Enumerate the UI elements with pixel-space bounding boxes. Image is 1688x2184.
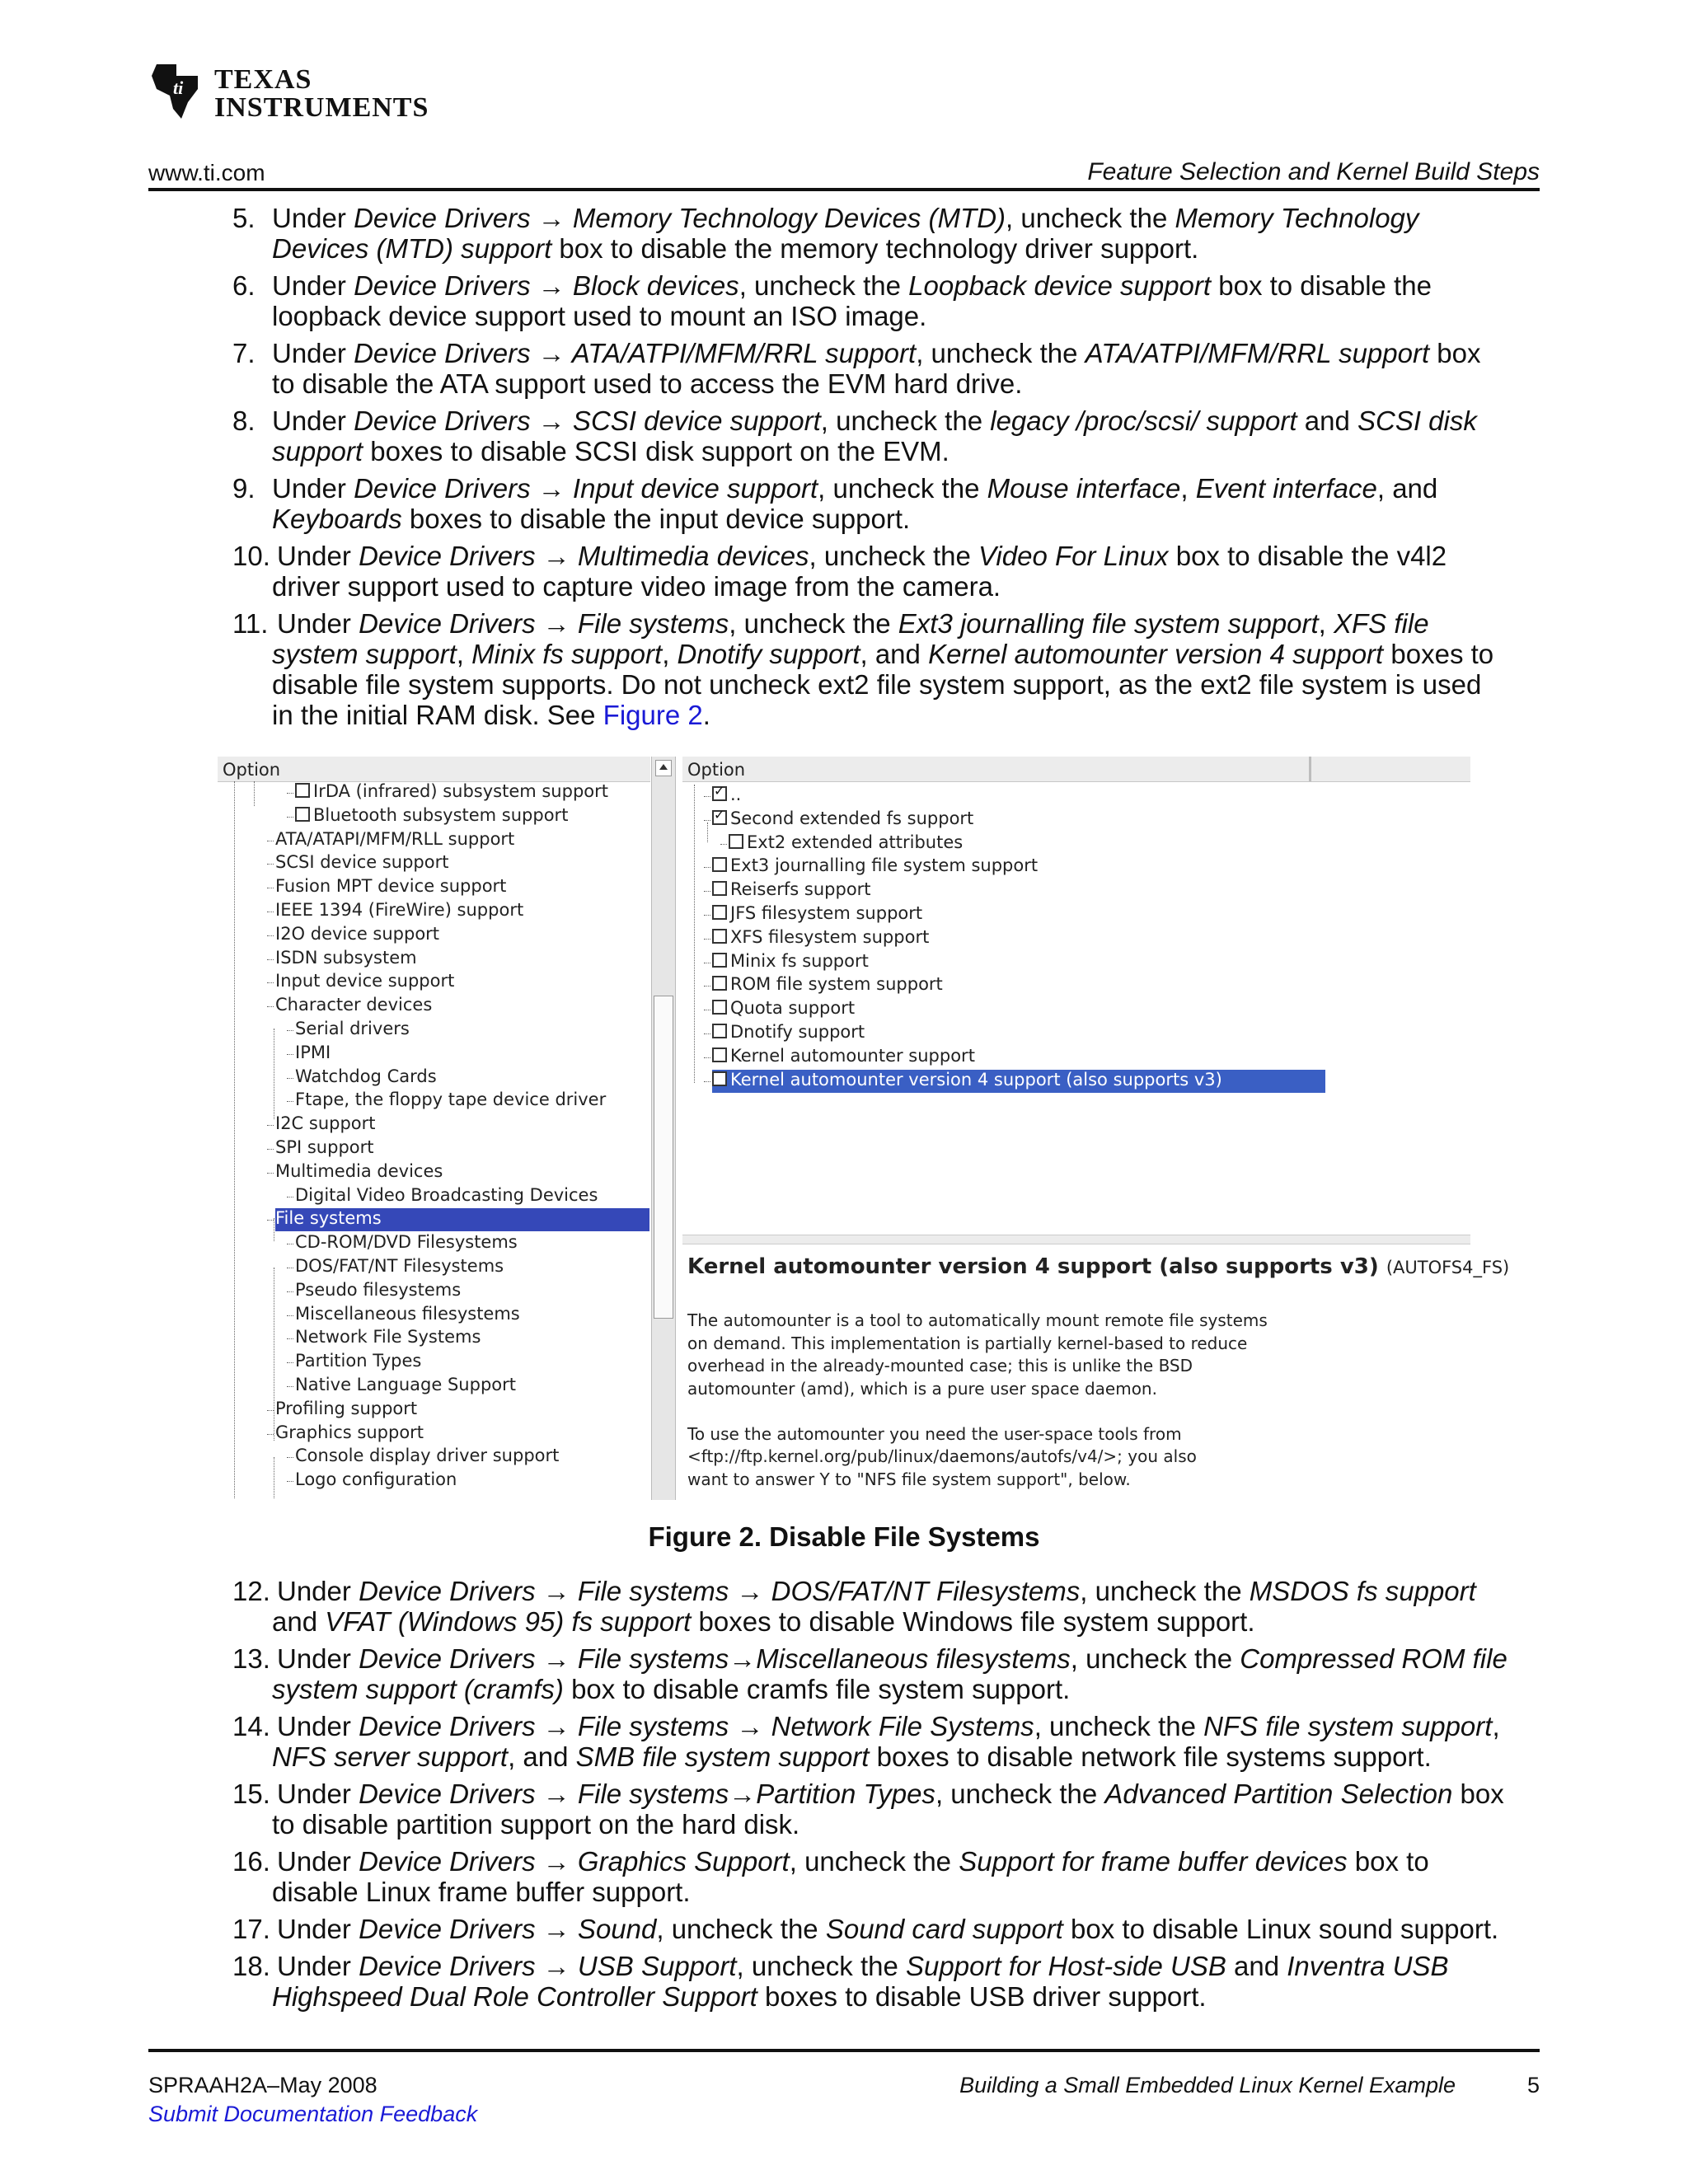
checkbox-icon[interactable] bbox=[712, 857, 727, 872]
tree-item[interactable] bbox=[295, 1304, 520, 1327]
tree-item-label: Ext2 extended attributes bbox=[747, 832, 964, 852]
right-column-header bbox=[682, 757, 1470, 782]
tree-item-selected[interactable] bbox=[275, 1208, 649, 1231]
tree-item[interactable] bbox=[295, 1375, 516, 1398]
kernel-config-screenshot bbox=[218, 757, 1510, 1500]
right-column-header-label: Option bbox=[687, 760, 746, 780]
tree-item-label: .. bbox=[730, 785, 742, 804]
tree-item[interactable] bbox=[712, 951, 869, 974]
tree-item-label: CD-ROM/DVD Filesystems bbox=[295, 1232, 518, 1253]
tree-guide-line bbox=[254, 781, 255, 806]
checkbox-icon[interactable] bbox=[712, 881, 727, 896]
tree-item-label: Character devices bbox=[275, 995, 433, 1015]
step-text: Under Device Drivers → Memory Technology Devices (MTD), uncheck the Memory Technology Devices (MTD) support box to disable the memory technology driver support. bbox=[272, 203, 1419, 264]
tree-item-label: Multimedia devices bbox=[275, 1160, 443, 1181]
help-line: on demand. This implementation is partially kernel-based to reduce bbox=[687, 1333, 1248, 1353]
tree-connector bbox=[267, 959, 274, 960]
tree-item-label: Network File Systems bbox=[295, 1327, 481, 1347]
option-tree-pane bbox=[218, 757, 650, 1500]
header-rule bbox=[148, 188, 1540, 191]
tree-connector bbox=[704, 1081, 710, 1082]
tree-item-label: Ftape, the floppy tape device driver bbox=[295, 1090, 607, 1110]
checkbox-icon[interactable] bbox=[729, 834, 743, 849]
tree-connector bbox=[287, 1101, 293, 1102]
tree-item[interactable] bbox=[275, 1399, 417, 1422]
tree-item[interactable] bbox=[712, 785, 741, 808]
help-line: want to answer Y to "NFS file system support", below. bbox=[687, 1469, 1131, 1489]
step-number: 15. bbox=[232, 1779, 270, 1809]
left-column-header bbox=[218, 757, 650, 782]
help-title-text: Kernel automounter version 4 support (also supports v3) bbox=[687, 1254, 1379, 1279]
tree-item[interactable] bbox=[275, 900, 523, 923]
step-number: 16. bbox=[232, 1846, 270, 1877]
tree-item-label: Console display driver support bbox=[295, 1446, 560, 1466]
tree-item[interactable] bbox=[712, 808, 973, 832]
tree-connector bbox=[287, 1457, 293, 1458]
checkbox-icon[interactable] bbox=[712, 1000, 727, 1015]
tree-connector bbox=[704, 891, 710, 892]
checkbox-icon[interactable] bbox=[712, 905, 727, 920]
tree-item-label: Profiling support bbox=[275, 1398, 418, 1418]
tree-item[interactable] bbox=[295, 781, 608, 804]
step-text: Under Device Drivers → Graphics Support, uncheck the Support for frame buffer devices box to disable Linux frame buffer support. bbox=[272, 1846, 1429, 1907]
document-id: SPRAAH2A–May 2008 bbox=[148, 2073, 377, 2097]
tree-item-label: ROM file system support bbox=[730, 974, 943, 995]
tree-item[interactable] bbox=[712, 855, 1038, 879]
tree-item[interactable] bbox=[275, 1161, 443, 1184]
tree-item[interactable] bbox=[295, 1019, 410, 1042]
tree-item[interactable] bbox=[712, 903, 922, 926]
tree-connector bbox=[287, 1386, 293, 1387]
tree-item-label: Native Language Support bbox=[295, 1375, 516, 1394]
step-number: 17. bbox=[232, 1914, 270, 1944]
tree-item-label: DOS/FAT/NT Filesystems bbox=[295, 1256, 504, 1276]
tree-connector bbox=[267, 864, 274, 865]
tree-item-label: IrDA (infrared) subsystem support bbox=[313, 781, 608, 801]
tree-item-label: File systems bbox=[275, 1208, 382, 1229]
scroll-up-arrow-icon[interactable] bbox=[655, 760, 672, 776]
tree-connector bbox=[287, 1078, 293, 1079]
step-number: 7. bbox=[232, 338, 256, 368]
tree-item-label: Digital Video Broadcasting Devices bbox=[295, 1184, 598, 1205]
pane-splitter[interactable] bbox=[682, 1235, 1470, 1244]
tree-item-label: Minix fs support bbox=[730, 950, 869, 971]
tree-item-label: Logo configuration bbox=[295, 1469, 457, 1490]
tree-connector bbox=[267, 1125, 274, 1126]
step-number: 14. bbox=[232, 1711, 270, 1741]
scrollbar-thumb[interactable] bbox=[654, 996, 673, 1319]
tree-item-label: Reiserfs support bbox=[730, 879, 871, 900]
tree-connector bbox=[287, 817, 293, 818]
tree-item-label: Watchdog Cards bbox=[295, 1066, 437, 1086]
tree-item[interactable] bbox=[295, 1232, 518, 1255]
step-number: 10. bbox=[232, 541, 270, 571]
help-symbol: (AUTOFS4_FS) bbox=[1386, 1258, 1510, 1277]
tree-connector bbox=[720, 844, 727, 845]
checkbox-icon[interactable] bbox=[712, 1071, 727, 1086]
checkbox-icon[interactable] bbox=[712, 953, 727, 968]
checkbox-icon[interactable] bbox=[712, 1024, 727, 1038]
tree-item-selected[interactable] bbox=[712, 1070, 1325, 1093]
step-text: Under Device Drivers → File systems → Network File Systems, uncheck the NFS file system support, NFS server support, and SMB file system support boxes to disable network file systems support. bbox=[272, 1711, 1500, 1772]
suboption-pane bbox=[682, 757, 1470, 1235]
tree-item-label: IEEE 1394 (FireWire) support bbox=[275, 900, 524, 920]
checkbox-icon[interactable] bbox=[712, 929, 727, 944]
help-line: The automounter is a tool to automatically mount remote file systems bbox=[687, 1310, 1268, 1330]
checkbox-icon[interactable] bbox=[712, 1047, 727, 1062]
tree-item[interactable] bbox=[275, 876, 506, 899]
tree-item[interactable] bbox=[295, 1351, 421, 1374]
tree-item-label: Dnotify support bbox=[730, 1022, 865, 1042]
tree-item[interactable] bbox=[275, 924, 439, 947]
tree-item[interactable] bbox=[275, 971, 454, 994]
tree-guide-line bbox=[234, 781, 235, 1498]
tree-item[interactable] bbox=[295, 1327, 481, 1350]
tree-item[interactable] bbox=[712, 879, 871, 902]
tree-item[interactable] bbox=[295, 1446, 559, 1469]
tree-connector bbox=[267, 935, 274, 936]
page-number: 5 bbox=[1526, 2073, 1540, 2097]
tree-connector bbox=[267, 982, 274, 983]
left-scrollbar[interactable] bbox=[651, 757, 676, 1500]
tree-item[interactable] bbox=[712, 998, 855, 1021]
section-title: Feature Selection and Kernel Build Steps bbox=[1087, 158, 1540, 185]
tree-connector bbox=[704, 867, 710, 868]
tree-connector bbox=[287, 1315, 293, 1316]
tree-item-label: Kernel automounter version 4 support (also supports v3) bbox=[730, 1069, 1222, 1090]
tree-item[interactable] bbox=[729, 832, 963, 855]
tree-item-label: Serial drivers bbox=[295, 1019, 410, 1038]
tree-item[interactable] bbox=[295, 1280, 461, 1303]
tree-item[interactable] bbox=[295, 1066, 437, 1090]
tree-connector bbox=[267, 1410, 274, 1411]
step-text: Under Device Drivers → SCSI device support, uncheck the legacy /proc/scsi/ support and SCSI disk support boxes to disable SCSI disk support on the EVM. bbox=[272, 405, 1477, 466]
checkbox-icon[interactable] bbox=[712, 976, 727, 991]
tree-item-label: SCSI device support bbox=[275, 852, 449, 873]
step-text: Under Device Drivers → File systems→Miscellaneous filesystems, uncheck the Compressed ROM file system support (cramfs) box to disable cramfs file system support. bbox=[272, 1643, 1507, 1704]
tree-item-label: IPMI bbox=[295, 1042, 331, 1062]
tree-item[interactable] bbox=[275, 995, 432, 1018]
tree-item[interactable] bbox=[295, 805, 568, 828]
help-title bbox=[687, 1254, 1509, 1279]
step-text: Under Device Drivers → ATA/ATPI/MFM/RRL support, uncheck the ATA/ATPI/MFM/RRL support box to disable the ATA support used to access the EVM hard drive. bbox=[272, 338, 1481, 399]
tree-connector bbox=[704, 1057, 710, 1058]
tree-item[interactable] bbox=[295, 1043, 331, 1066]
logo-text-instruments: INSTRUMENTS bbox=[214, 92, 429, 123]
tree-item-label: Bluetooth subsystem support bbox=[313, 804, 569, 825]
tree-item[interactable] bbox=[295, 1185, 598, 1208]
checkbox-icon[interactable] bbox=[295, 807, 310, 822]
tree-item[interactable] bbox=[275, 1422, 424, 1446]
step-number: 5. bbox=[232, 203, 256, 233]
tree-connector bbox=[287, 1481, 293, 1482]
tree-connector bbox=[287, 1338, 293, 1339]
step-number: 11. bbox=[232, 608, 269, 639]
checked-checkbox-icon[interactable] bbox=[712, 810, 727, 825]
feedback-link[interactable]: Submit Documentation Feedback bbox=[148, 2102, 478, 2126]
column-divider[interactable] bbox=[1309, 757, 1311, 781]
document-title: Building a Small Embedded Linux Kernel Example bbox=[959, 2073, 1456, 2097]
tree-item-label: SPI support bbox=[275, 1137, 374, 1157]
checkbox-icon[interactable] bbox=[295, 783, 310, 798]
tree-connector bbox=[704, 796, 710, 797]
step-text: Under Device Drivers → USB Support, uncheck the Support for Host-side USB and Inventra USB Highspeed Dual Role Controller Support boxes to disable USB driver support. bbox=[272, 1951, 1449, 2012]
tree-item[interactable] bbox=[295, 1469, 457, 1493]
checked-checkbox-icon[interactable] bbox=[712, 786, 727, 801]
tree-item[interactable] bbox=[712, 927, 929, 950]
tree-connector bbox=[287, 1030, 293, 1031]
tree-item-label: Miscellaneous filesystems bbox=[295, 1303, 520, 1324]
tree-connector bbox=[267, 1220, 274, 1221]
tree-connector bbox=[287, 1291, 293, 1292]
website-link[interactable]: www.ti.com bbox=[148, 160, 265, 185]
tree-connector bbox=[267, 1149, 274, 1150]
step-text: Under Device Drivers → Input device support, uncheck the Mouse interface, Event interface, and Keyboards boxes to disable the input device support. bbox=[272, 473, 1438, 534]
tree-item[interactable] bbox=[275, 948, 417, 971]
tree-connector bbox=[704, 915, 710, 916]
tree-item-label: JFS filesystem support bbox=[730, 903, 923, 923]
step-number: 18. bbox=[232, 1951, 270, 1981]
step-number: 13. bbox=[232, 1643, 270, 1674]
tree-item-label: Kernel automounter support bbox=[730, 1045, 975, 1066]
tree-item[interactable] bbox=[275, 1113, 376, 1137]
tree-item-label: Input device support bbox=[275, 971, 455, 991]
tree-item-label: Quota support bbox=[730, 998, 856, 1019]
ti-logo bbox=[148, 59, 429, 125]
help-line: overhead in the already-mounted case; this is unlike the BSD bbox=[687, 1356, 1193, 1376]
tree-connector bbox=[267, 1434, 274, 1435]
help-line: automounter (amd), which is a pure user space daemon. bbox=[687, 1378, 1157, 1399]
tree-guide-line bbox=[707, 823, 708, 842]
step-text: Under Device Drivers → File systems→Partition Types, uncheck the Advanced Partition Selection box to disable partition support on the hard disk. bbox=[272, 1779, 1504, 1840]
tree-connector bbox=[267, 1173, 274, 1174]
tree-item-label: Fusion MPT device support bbox=[275, 876, 507, 897]
tree-item-label: Partition Types bbox=[295, 1351, 422, 1371]
tree-item-label: Pseudo filesystems bbox=[295, 1279, 462, 1300]
tree-connector bbox=[704, 1033, 710, 1034]
tree-connector bbox=[287, 1054, 293, 1055]
figure-caption: Figure 2. Disable File Systems bbox=[648, 1521, 1040, 1552]
tree-connector bbox=[704, 986, 710, 987]
tree-item-label: I2C support bbox=[275, 1113, 376, 1134]
step-text: Under Device Drivers → Multimedia devices, uncheck the Video For Linux box to disable the v4l2 driver support used to capture video image from the camera. bbox=[272, 541, 1447, 602]
help-line: <ftp://ftp.kernel.org/pub/linux/daemons/autofs/v4/>; you also bbox=[687, 1446, 1197, 1466]
tree-item-label: ATA/ATAPI/MFM/RLL support bbox=[275, 828, 515, 849]
texas-state-logo-icon bbox=[148, 59, 206, 120]
tree-item-label: Graphics support bbox=[275, 1422, 424, 1442]
tree-item-label: Ext3 journalling file system support bbox=[730, 855, 1039, 876]
tree-connector bbox=[704, 939, 710, 940]
tree-item[interactable] bbox=[712, 974, 943, 997]
logo-text-texas: TEXAS bbox=[214, 64, 312, 95]
help-pane bbox=[682, 1244, 1510, 1500]
tree-connector bbox=[287, 1362, 293, 1363]
tree-connector bbox=[287, 793, 293, 794]
tree-item-label: I2O device support bbox=[275, 923, 440, 944]
tree-connector bbox=[704, 820, 710, 821]
tree-item[interactable] bbox=[295, 1256, 504, 1279]
tree-connector bbox=[267, 1006, 274, 1007]
svg-text:ti: ti bbox=[173, 77, 184, 98]
step-text: Under Device Drivers → File systems → DOS/FAT/NT Filesystems, uncheck the MSDOS fs support and VFAT (Windows 95) fs support boxes to disable Windows file system support. bbox=[272, 1576, 1476, 1637]
tree-item-label: ISDN subsystem bbox=[275, 947, 417, 968]
tree-item[interactable] bbox=[712, 1022, 865, 1045]
footer-rule bbox=[148, 2049, 1540, 2052]
help-line: To use the automounter you need the user-space tools from bbox=[687, 1423, 1182, 1444]
tree-item-label: Second extended fs support bbox=[730, 808, 974, 828]
step-number: 9. bbox=[232, 473, 256, 504]
step-text: Under Device Drivers → Block devices, uncheck the Loopback device support box to disable the loopback device support used to mount an ISO image. bbox=[272, 270, 1432, 331]
tree-item[interactable] bbox=[712, 1046, 975, 1069]
step-number: 6. bbox=[232, 270, 256, 301]
tree-item[interactable] bbox=[275, 1137, 374, 1160]
step-text: Under Device Drivers → Sound, uncheck the Sound card support box to disable Linux sound support. bbox=[277, 1914, 1499, 1944]
step-number: 8. bbox=[232, 405, 256, 436]
left-column-header-label: Option bbox=[223, 760, 281, 780]
tree-item-label: XFS filesystem support bbox=[730, 926, 930, 947]
tree-item[interactable] bbox=[275, 852, 448, 875]
step-text: Under Device Drivers → File systems, uncheck the Ext3 journalling file system support, XFS file system support, Minix fs support, Dnotify support, and Kernel automounter version 4 support boxes to disable file system supports. Do not uncheck ext2 file system support, as the ext2 file system is used in the initial RAM disk. See Figure 2. bbox=[272, 608, 1494, 730]
tree-item[interactable] bbox=[295, 1090, 606, 1113]
step-number: 12. bbox=[232, 1576, 270, 1606]
tree-guide-line bbox=[694, 785, 695, 1083]
tree-item[interactable] bbox=[275, 829, 514, 852]
